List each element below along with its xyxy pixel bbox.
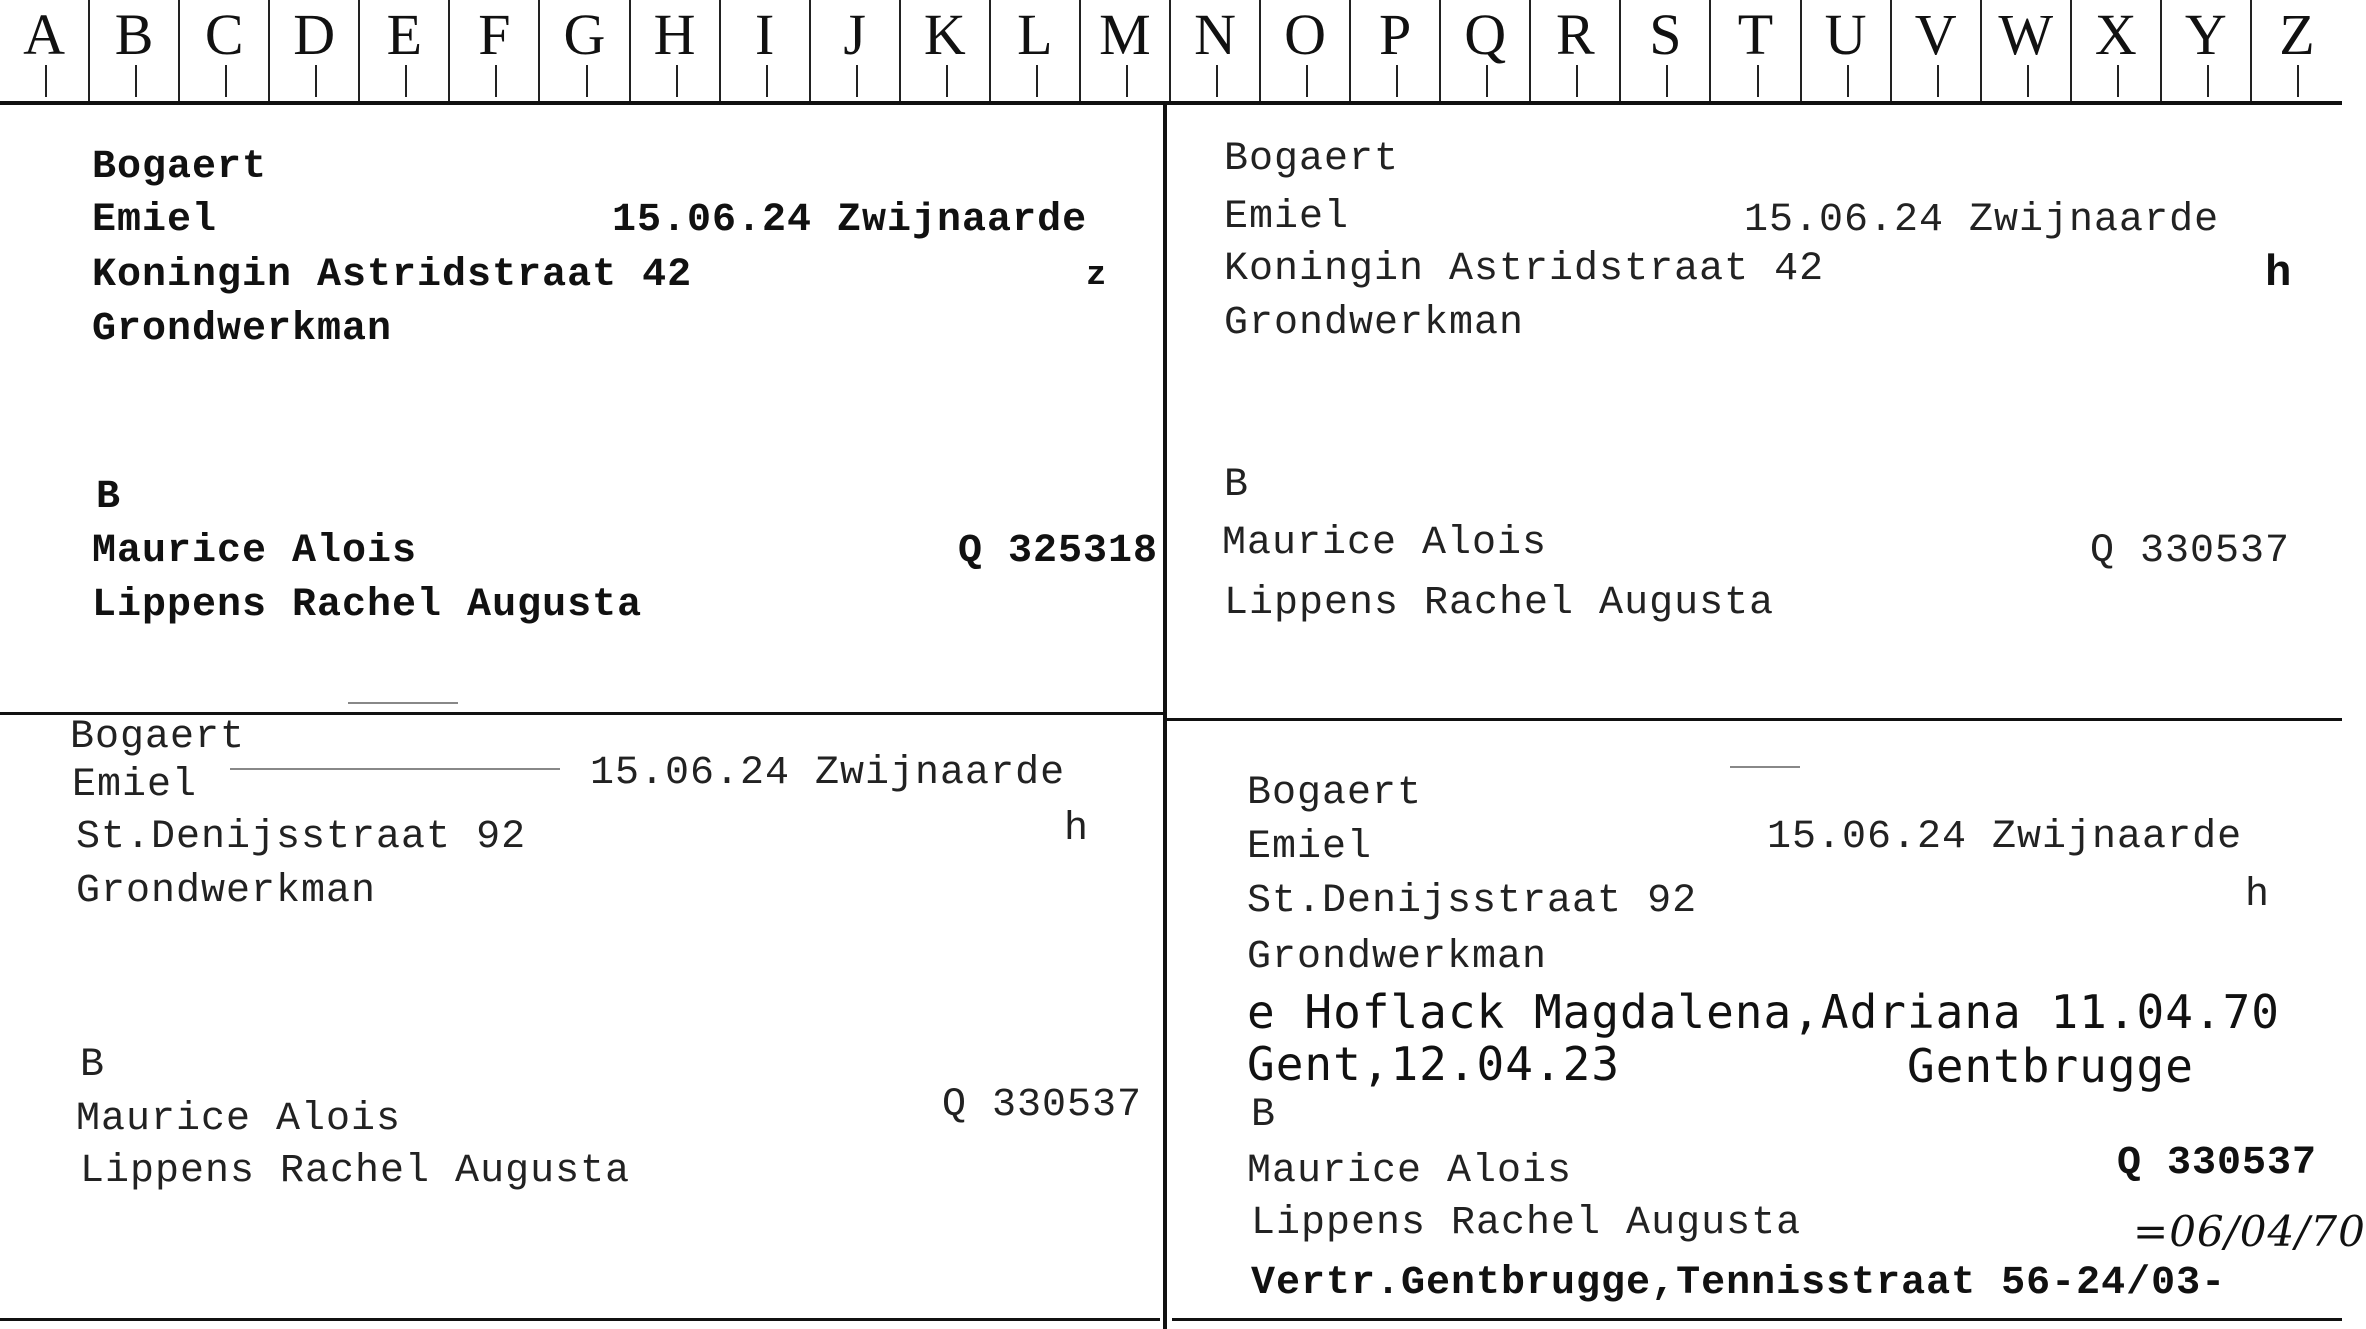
index-tick: [1937, 65, 1939, 97]
card-father: Maurice Alois: [1222, 521, 1548, 566]
card-marriage-municipality: Gentbrugge: [1907, 1039, 2194, 1093]
index-tick: [45, 65, 47, 97]
index-letter-v: V: [1892, 0, 1982, 101]
index-letter-d: D: [270, 0, 360, 101]
card-mother: Lippens Rachel Augusta: [80, 1149, 631, 1194]
index-tick: [766, 65, 768, 97]
card-number: Q 330537: [2117, 1141, 2318, 1186]
index-card-top-right: [1167, 105, 2342, 718]
card-number: Q 330537: [2090, 529, 2291, 574]
card-mother: Lippens Rachel Augusta: [1251, 1201, 1802, 1246]
index-letter-z: Z: [2279, 2, 2315, 67]
index-tick: [2207, 65, 2209, 97]
index-letter-b: B: [90, 0, 180, 101]
index-tick: [676, 65, 678, 97]
card-flag: z: [1086, 257, 1108, 295]
index-tick: [1036, 65, 1038, 97]
index-letter-w: W: [1982, 0, 2072, 101]
card-flag: h: [2265, 249, 2293, 299]
index-tick: [1757, 65, 1759, 97]
card-number: Q 325318: [958, 529, 1159, 574]
scan-speck: [230, 768, 560, 770]
index-tick: [1486, 65, 1488, 97]
index-tick: [315, 65, 317, 97]
index-tick: [1216, 65, 1218, 97]
index-letter-a: A: [0, 0, 90, 101]
card-handwritten-date: =06/04/70: [2133, 1207, 2366, 1256]
index-letter-n: N: [1171, 0, 1261, 101]
index-card-bottom-left: [0, 715, 1163, 1318]
alphabet-index-strip: [0, 0, 2342, 105]
card-surname: Bogaert: [1247, 771, 1423, 816]
index-tick: [1126, 65, 1128, 97]
card-departure: Vertr.Gentbrugge,Tennisstraat 56-24/03-: [1251, 1261, 2227, 1306]
index-tick: [586, 65, 588, 97]
index-letter-y: Y: [2162, 0, 2252, 101]
card-group: B: [1251, 1093, 1277, 1138]
index-letter-m: M: [1081, 0, 1171, 101]
index-letter-f: F: [450, 0, 540, 101]
index-tick: [1666, 65, 1668, 97]
index-letter-j: J: [811, 0, 901, 101]
card-group: B: [1224, 463, 1250, 508]
index-tick: [1576, 65, 1578, 97]
card-birth: 15.06.24 Zwijnaarde: [1767, 815, 2243, 860]
index-tick: [2297, 65, 2299, 97]
index-letter-i: I: [721, 0, 811, 101]
index-letter-q: Q: [1441, 0, 1531, 101]
index-tick: [946, 65, 948, 97]
card-surname: Bogaert: [92, 145, 268, 190]
scan-speck: [348, 702, 458, 704]
index-letter-l: L: [991, 0, 1081, 101]
index-card-top-left: [0, 105, 1163, 712]
bottom-edge-left: [0, 1318, 1160, 1321]
card-marriage-place: Gent,12.04.23: [1247, 1037, 1621, 1091]
index-tick: [2117, 65, 2119, 97]
card-number: Q 330537: [942, 1083, 1143, 1128]
index-tick: [225, 65, 227, 97]
card-firstname: Emiel: [72, 763, 198, 808]
index-tick: [495, 65, 497, 97]
card-birth: 15.06.24 Zwijnaarde: [590, 751, 1066, 796]
card-address: St.Denijsstraat 92: [1247, 879, 1698, 924]
index-tick: [1306, 65, 1308, 97]
card-surname: Bogaert: [70, 715, 246, 760]
index-tick: [135, 65, 137, 97]
index-tick: [856, 65, 858, 97]
card-birth: 15.06.24 Zwijnaarde: [612, 198, 1088, 243]
card-occupation: Grondwerkman: [76, 869, 377, 914]
index-letter-h: H: [631, 0, 721, 101]
scan-speck: [1730, 766, 1800, 768]
index-tick: [2027, 65, 2029, 97]
index-tick: [405, 65, 407, 97]
card-address: St.Denijsstraat 92: [76, 815, 527, 860]
card-marriage-line: e Hoflack Magdalena,Adriana 11.04.70: [1247, 985, 2280, 1039]
index-letter-r: R: [1531, 0, 1621, 101]
card-mother: Lippens Rachel Augusta: [1224, 581, 1775, 626]
card-firstname: Emiel: [1247, 825, 1373, 870]
index-tick: [1847, 65, 1849, 97]
index-letter-x: X: [2072, 0, 2162, 101]
index-letter-t: T: [1711, 0, 1801, 101]
card-birth: 15.06.24 Zwijnaarde: [1744, 198, 2220, 243]
bottom-edge-right: [1172, 1318, 2342, 1321]
card-flag: h: [2245, 873, 2271, 918]
index-letter-o: O: [1261, 0, 1351, 101]
index-letter-u: U: [1802, 0, 1892, 101]
card-flag: h: [1064, 807, 1090, 852]
index-letter-p: P: [1351, 0, 1441, 101]
card-address: Koningin Astridstraat 42: [92, 253, 693, 298]
index-letter-c: C: [180, 0, 270, 101]
index-letter-s: S: [1621, 0, 1711, 101]
card-mother: Lippens Rachel Augusta: [92, 583, 643, 628]
card-group: B: [96, 475, 122, 520]
card-occupation: Grondwerkman: [92, 307, 393, 352]
card-father: Maurice Alois: [76, 1097, 402, 1142]
card-occupation: Grondwerkman: [1247, 935, 1548, 980]
card-address: Koningin Astridstraat 42: [1224, 247, 1825, 292]
card-firstname: Emiel: [1224, 195, 1350, 240]
index-letter-g: G: [540, 0, 630, 101]
card-group: B: [80, 1043, 106, 1088]
index-card-bottom-right: [1167, 721, 2366, 1318]
card-firstname: Emiel: [92, 198, 218, 243]
index-letter-e: E: [360, 0, 450, 101]
card-father: Maurice Alois: [92, 529, 418, 574]
card-father: Maurice Alois: [1247, 1149, 1573, 1194]
index-tick: [1396, 65, 1398, 97]
card-occupation: Grondwerkman: [1224, 301, 1525, 346]
index-letter-k: K: [901, 0, 991, 101]
card-surname: Bogaert: [1224, 137, 1400, 182]
